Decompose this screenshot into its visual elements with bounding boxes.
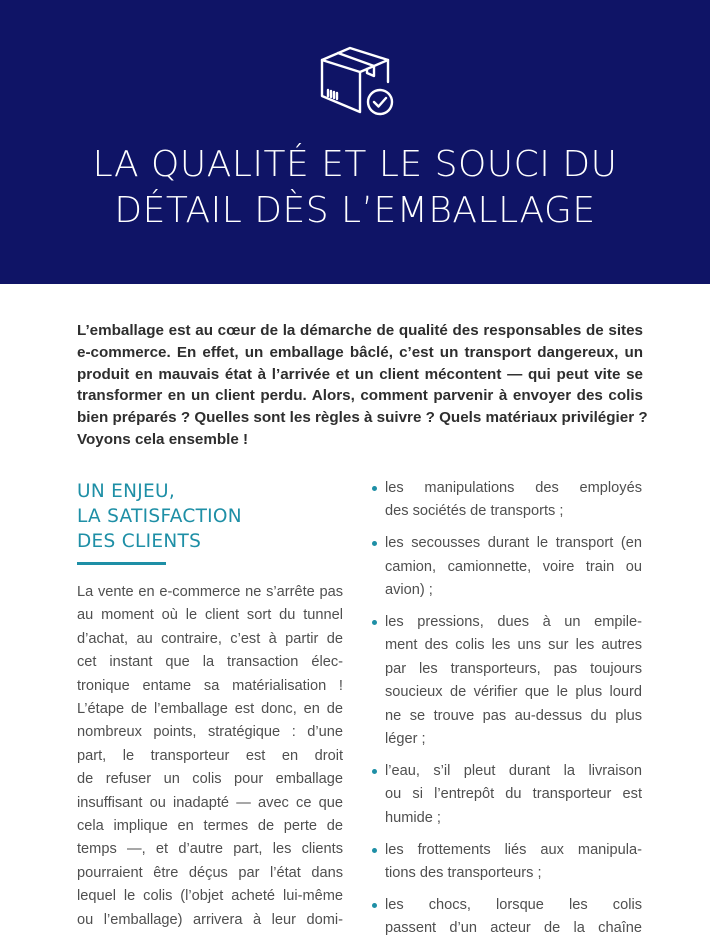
intro-line: e-commerce. En effet, un emballage bâclé, c’est un transport dangereux, un [77,343,643,361]
header-banner [0,0,710,284]
bullet-dot-icon [372,541,377,546]
list-item-line: l’eau, s’il pleut durant la livraison [385,762,642,779]
body-line: L’étape de l’emballage est donc, en de [77,701,343,718]
list-item-line: les secousses durant le transport (en [385,535,642,552]
bullet-dot-icon [372,848,377,853]
list-item-line: par les transporteurs, pas toujours [385,660,642,677]
list-item [372,839,642,886]
bullet-dot-icon [372,486,377,491]
page-title-line: LA QUALITÉ ET LE SOUCI DU [92,144,618,185]
package-check-icon [318,40,398,120]
body-line: insuffisant ou inadapté — avec ce que [77,794,343,811]
section-heading-line: LA SATISFACTION [77,506,242,527]
section-heading-line: DES CLIENTS [77,531,202,552]
intro-line: transformer en un client perdu. Alors, comment parvenir à envoyer des colis [77,387,643,405]
body-paragraph [77,581,343,932]
list-item-line: ou si l’entrepôt du transporteur est [385,786,642,803]
list-item [372,477,642,524]
list-item-line: camion, camionnette, voire train ou [385,558,642,575]
body-line: cet instant que la transaction élec- [77,654,343,671]
section-divider [77,562,166,565]
list-item-line: ment des colis les uns sur les autres [385,637,642,654]
body-line: cela implique en termes de perte de [77,818,343,835]
body-line: temps —, et d’autre part, les clients [77,841,343,858]
list-item-line: ne se trouve pas au-dessus du plus [385,707,642,724]
page-title-line: DÉTAIL DÈS L’EMBALLAGE [114,190,596,231]
intro-line: bien préparés ? Quelles sont les règles à suivre ? Quels matériaux privilégier ? [77,409,648,427]
list-item-line: léger ; [385,731,426,748]
list-item-line: des sociétés de transports ; [385,503,564,520]
list-item [372,532,642,602]
list-item-line: tions des transporteurs ; [385,865,542,882]
body-line: pourraient être déçus par l’état dans [77,864,343,881]
intro-paragraph [77,320,648,451]
list-item-line: les frottements liés aux manipula- [385,841,642,858]
body-line: ou l’emballage) arrivera à leur domi- [77,911,343,928]
body-line: d’achat, au contraire, c’est à partir de [77,630,343,647]
bullet-dot-icon [372,903,377,908]
section-heading [77,479,277,554]
intro-line: Voyons cela ensemble ! [77,430,249,448]
body-line: de refuser un colis pour emballage [77,771,343,788]
list-item-line: avion) ; [385,582,433,599]
bullet-list [372,477,642,949]
body-line: lequel le colis (l’objet acheté lui-même [77,888,343,905]
list-item-line: les manipulations des employés [385,480,642,496]
body-line: au moment où le client sort du tunnel [77,607,343,624]
list-item-line: humide ; [385,809,441,826]
list-item-line: soucieux de vérifier que le plus lourd [385,684,642,701]
intro-line: produit en mauvais état à l’arrivée et un client mécontent — qui peut vite se [77,365,643,383]
list-item-line: les chocs, lorsque les colis [385,897,642,913]
list-item-line: passent d’un acteur de la chaîne [385,920,642,937]
list-item-line: les pressions, dues à un empile- [385,614,642,631]
body-line: part, le transporteur est en droit [77,747,343,764]
body-line: La vente en e-commerce ne s’arrête pas [77,584,343,600]
intro-line: L’emballage est au cœur de la démarche de qualité des responsables de sites [77,322,643,339]
body-line: nombreux points, stratégique : d’une [77,724,343,741]
list-item [372,611,642,751]
bullet-dot-icon [372,769,377,774]
body-line: tronique entame sa matérialisation ! [77,677,343,694]
bullet-dot-icon [372,620,377,625]
list-item [372,894,642,941]
page-title [0,142,710,234]
section-heading-line: UN ENJEU, [77,481,176,502]
list-item [372,760,642,830]
